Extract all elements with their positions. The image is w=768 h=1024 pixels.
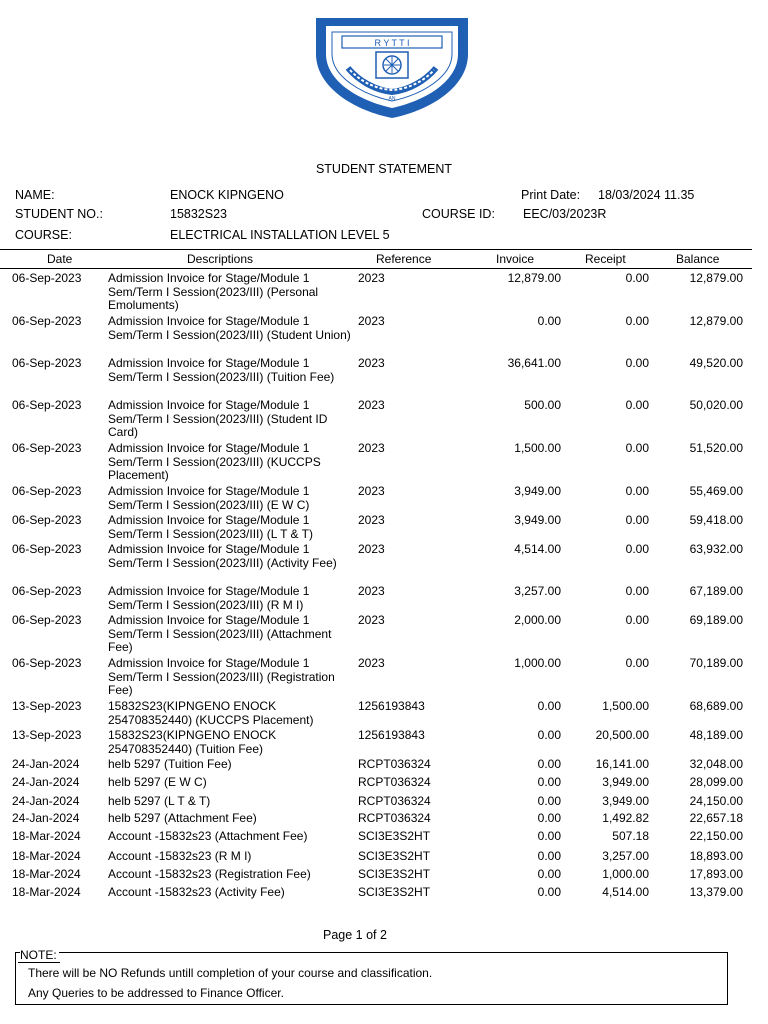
row-description: Account -15832s23 (Activity Fee) (108, 885, 285, 899)
institution-crest-logo (312, 14, 472, 120)
row-description: Admission Invoice for Stage/Module 1 Sem/Term I Session(2023/III) (KUCCPS Placement) (108, 441, 321, 482)
row-description: helb 5297 (L T & T) (108, 794, 211, 808)
row-date: 06-Sep-2023 (12, 613, 82, 627)
row-invoice: 0.00 (537, 775, 561, 789)
row-date: 06-Sep-2023 (12, 542, 82, 556)
row-date: 24-Jan-2024 (12, 757, 80, 771)
row-date: 18-Mar-2024 (12, 867, 81, 881)
row-invoice: 0.00 (537, 794, 561, 808)
row-balance: 18,893.00 (689, 849, 743, 863)
row-balance: 24,150.00 (689, 794, 743, 808)
row-reference: 2023 (358, 441, 385, 455)
row-balance: 51,520.00 (689, 441, 743, 455)
row-balance: 17,893.00 (689, 867, 743, 881)
row-description: helb 5297 (Tuition Fee) (108, 757, 232, 771)
row-receipt: 3,949.00 (602, 794, 649, 808)
course-id-label: COURSE ID: (422, 207, 495, 221)
row-reference: RCPT036324 (358, 775, 431, 789)
col-balance-header: Balance (676, 252, 720, 266)
row-reference: RCPT036324 (358, 794, 431, 808)
row-description: Admission Invoice for Stage/Module 1 Sem/Term I Session(2023/III) (E W C) (108, 484, 310, 512)
row-receipt: 1,000.00 (602, 867, 649, 881)
row-balance: 49,520.00 (689, 356, 743, 370)
row-description: Admission Invoice for Stage/Module 1 Sem/Term I Session(2023/III) (Registration Fee) (108, 656, 335, 697)
course-label: COURSE: (15, 228, 72, 242)
row-reference: SCI3E3S2HT (358, 829, 431, 843)
row-date: 24-Jan-2024 (12, 775, 80, 789)
row-reference: 1256193843 (358, 728, 425, 742)
logo-text: R Y T T I (374, 38, 410, 48)
row-receipt: 0.00 (625, 513, 649, 527)
row-reference: 2023 (358, 584, 385, 598)
row-invoice: 0.00 (537, 728, 561, 742)
row-date: 06-Sep-2023 (12, 441, 82, 455)
note-label: NOTE: (20, 948, 57, 962)
row-receipt: 507.18 (612, 829, 649, 843)
row-invoice: 0.00 (537, 699, 561, 713)
row-invoice: 1,500.00 (514, 441, 561, 455)
row-description: Account -15832s23 (R M I) (108, 849, 252, 863)
row-receipt: 0.00 (625, 398, 649, 412)
col-invoice-header: Invoice (496, 252, 535, 266)
row-description: Admission Invoice for Stage/Module 1 Sem/Term I Session(2023/III) (Activity Fee) (108, 542, 337, 570)
row-description: Admission Invoice for Stage/Module 1 Sem/Term I Session(2023/III) (Tuition Fee) (108, 356, 335, 384)
row-description: helb 5297 (Attachment Fee) (108, 811, 257, 825)
row-reference: RCPT036324 (358, 811, 431, 825)
row-balance: 70,189.00 (689, 656, 743, 670)
row-receipt: 0.00 (625, 314, 649, 328)
course-id-value: EEC/03/2023R (523, 207, 607, 221)
row-reference: SCI3E3S2HT (358, 849, 431, 863)
row-reference: 2023 (358, 513, 385, 527)
row-balance: 12,879.00 (689, 314, 743, 328)
row-receipt: 0.00 (625, 271, 649, 285)
row-receipt: 0.00 (625, 584, 649, 598)
name-value: ENOCK KIPNGENO (170, 188, 284, 202)
row-date: 18-Mar-2024 (12, 849, 81, 863)
table-top-rule (0, 249, 752, 250)
table-header-rule (0, 268, 752, 269)
row-receipt: 0.00 (625, 441, 649, 455)
row-receipt: 0.00 (625, 356, 649, 370)
row-description: Admission Invoice for Stage/Module 1 Sem/Term I Session(2023/III) (Attachment Fee) (108, 613, 332, 654)
row-description: 15832S23(KIPNGENO ENOCK 254708352440) (Tuition Fee) (108, 728, 277, 756)
row-description: Account -15832s23 (Attachment Fee) (108, 829, 308, 843)
row-date: 06-Sep-2023 (12, 356, 82, 370)
row-date: 18-Mar-2024 (12, 885, 81, 899)
row-description: helb 5297 (E W C) (108, 775, 207, 789)
row-balance: 68,689.00 (689, 699, 743, 713)
row-date: 06-Sep-2023 (12, 398, 82, 412)
note-underline (18, 962, 60, 963)
row-invoice: 0.00 (537, 829, 561, 843)
row-reference: 1256193843 (358, 699, 425, 713)
row-receipt: 1,492.82 (602, 811, 649, 825)
row-balance: 69,189.00 (689, 613, 743, 627)
page-number: Page 1 of 2 (323, 928, 387, 942)
row-date: 18-Mar-2024 (12, 829, 81, 843)
row-description: 15832S23(KIPNGENO ENOCK 254708352440) (KUCCPS Placement) (108, 699, 314, 727)
student-no-value: 15832S23 (170, 207, 228, 221)
row-date: 24-Jan-2024 (12, 794, 80, 808)
row-balance: 50,020.00 (689, 398, 743, 412)
col-descriptions-header: Descriptions (187, 252, 254, 266)
col-date-header: Date (47, 252, 73, 266)
row-invoice: 0.00 (537, 757, 561, 771)
print-date-label: Print Date: (521, 188, 581, 202)
row-reference: 2023 (358, 356, 385, 370)
row-reference: 2023 (358, 542, 385, 556)
note-line-refunds: There will be NO Refunds untill completion of your course and classification. (28, 966, 433, 980)
row-reference: 2023 (358, 271, 385, 285)
row-receipt: 0.00 (625, 656, 649, 670)
row-reference: RCPT036324 (358, 757, 431, 771)
row-date: 06-Sep-2023 (12, 271, 82, 285)
row-invoice: 0.00 (537, 867, 561, 881)
row-receipt: 20,500.00 (595, 728, 649, 742)
row-receipt: 0.00 (625, 542, 649, 556)
row-invoice: 0.00 (537, 811, 561, 825)
row-invoice: 3,949.00 (514, 513, 561, 527)
row-balance: 22,657.18 (689, 811, 743, 825)
row-reference: 2023 (358, 656, 385, 670)
row-description: Account -15832s23 (Registration Fee) (108, 867, 311, 881)
student-no-label: STUDENT NO.: (15, 207, 103, 221)
row-receipt: 1,500.00 (602, 699, 649, 713)
row-balance: 28,099.00 (689, 775, 743, 789)
row-balance: 13,379.00 (689, 885, 743, 899)
row-reference: 2023 (358, 314, 385, 328)
row-description: Admission Invoice for Stage/Module 1 Sem/Term I Session(2023/III) (L T & T) (108, 513, 313, 541)
row-balance: 22,150.00 (689, 829, 743, 843)
row-invoice: 3,257.00 (514, 584, 561, 598)
row-balance: 67,189.00 (689, 584, 743, 598)
row-date: 06-Sep-2023 (12, 314, 82, 328)
row-date: 06-Sep-2023 (12, 584, 82, 598)
row-invoice: 0.00 (537, 849, 561, 863)
row-date: 13-Sep-2023 (12, 728, 82, 742)
name-label: NAME: (15, 188, 55, 202)
col-reference-header: Reference (376, 252, 432, 266)
row-date: 13-Sep-2023 (12, 699, 82, 713)
col-receipt-header: Receipt (585, 252, 626, 266)
row-invoice: 4,514.00 (514, 542, 561, 556)
row-receipt: 3,257.00 (602, 849, 649, 863)
row-invoice: 1,000.00 (514, 656, 561, 670)
row-reference: 2023 (358, 613, 385, 627)
row-date: 24-Jan-2024 (12, 811, 80, 825)
row-receipt: 0.00 (625, 484, 649, 498)
row-balance: 12,879.00 (689, 271, 743, 285)
row-reference: 2023 (358, 398, 385, 412)
course-value: ELECTRICAL INSTALLATION LEVEL 5 (170, 228, 390, 242)
note-line-queries: Any Queries to be addressed to Finance Officer. (28, 986, 284, 1000)
row-reference: SCI3E3S2HT (358, 867, 431, 881)
row-balance: 32,048.00 (689, 757, 743, 771)
row-receipt: 4,514.00 (602, 885, 649, 899)
row-invoice: 36,641.00 (507, 356, 561, 370)
row-description: Admission Invoice for Stage/Module 1 Sem/Term I Session(2023/III) (Personal Emoluments) (108, 271, 319, 312)
page-title: STUDENT STATEMENT (315, 162, 453, 176)
row-invoice: 0.00 (537, 314, 561, 328)
row-description: Admission Invoice for Stage/Module 1 Sem/Term I Session(2023/III) (Student ID Card) (108, 398, 328, 439)
row-balance: 59,418.00 (689, 513, 743, 527)
row-description: Admission Invoice for Stage/Module 1 Sem/Term I Session(2023/III) (R M I) (108, 584, 310, 612)
row-invoice: 500.00 (524, 398, 561, 412)
row-invoice: 2,000.00 (514, 613, 561, 627)
row-date: 06-Sep-2023 (12, 484, 82, 498)
row-balance: 55,469.00 (689, 484, 743, 498)
row-receipt: 16,141.00 (595, 757, 649, 771)
row-reference: SCI3E3S2HT (358, 885, 431, 899)
row-invoice: 12,879.00 (507, 271, 561, 285)
row-date: 06-Sep-2023 (12, 656, 82, 670)
row-date: 06-Sep-2023 (12, 513, 82, 527)
print-date-value: 18/03/2024 11.35 (598, 188, 695, 202)
logo-subtext: AN (388, 96, 396, 102)
row-balance: 63,932.00 (689, 542, 743, 556)
row-description: Admission Invoice for Stage/Module 1 Sem/Term I Session(2023/III) (Student Union) (108, 314, 351, 342)
row-invoice: 0.00 (537, 885, 561, 899)
row-reference: 2023 (358, 484, 385, 498)
row-receipt: 0.00 (625, 613, 649, 627)
row-balance: 48,189.00 (689, 728, 743, 742)
row-invoice: 3,949.00 (514, 484, 561, 498)
row-receipt: 3,949.00 (602, 775, 649, 789)
